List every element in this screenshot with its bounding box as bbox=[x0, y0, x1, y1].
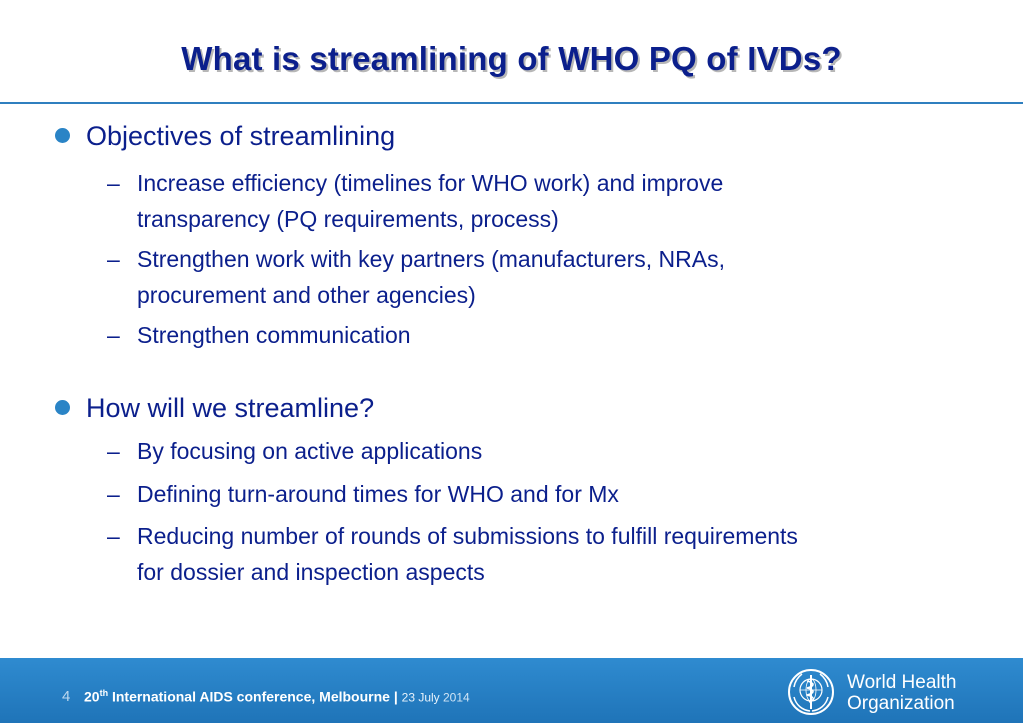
section-heading: How will we streamline? bbox=[86, 393, 375, 423]
section-heading: Objectives of streamlining bbox=[86, 121, 396, 151]
who-emblem-icon bbox=[786, 667, 836, 717]
org-name bbox=[847, 672, 956, 714]
list-item bbox=[137, 241, 997, 313]
list-item bbox=[137, 518, 997, 590]
conference-ordinal-suffix: th bbox=[99, 688, 109, 698]
list-item-line: transparency (PQ requirements, process) bbox=[137, 206, 559, 232]
conference-year: 2014 bbox=[439, 690, 470, 705]
page-number: 4 bbox=[62, 688, 71, 705]
org-name-line2: Organization bbox=[847, 693, 955, 714]
dash-icon: – bbox=[107, 170, 120, 196]
conference-date: 23 July bbox=[401, 690, 440, 705]
bullet-icon bbox=[55, 400, 70, 415]
bullet-icon bbox=[55, 128, 70, 143]
org-name-line1: World Health bbox=[847, 672, 957, 693]
list-item-line: By focusing on active applications bbox=[137, 438, 483, 464]
list-item-line: Strengthen communication bbox=[137, 322, 411, 348]
conference-ordinal: 20 bbox=[84, 688, 100, 705]
dash-icon: – bbox=[107, 481, 120, 507]
list-item bbox=[137, 476, 997, 512]
list-item-line: procurement and other agencies) bbox=[137, 282, 476, 308]
dash-icon: – bbox=[107, 322, 120, 348]
list-item-line: Increase efficiency (timelines for WHO work) and improve bbox=[137, 170, 724, 196]
footer-bar bbox=[0, 658, 1023, 723]
dash-icon: – bbox=[107, 523, 120, 549]
slide-title: What is streamlining of WHO PQ of IVDs? bbox=[181, 40, 842, 77]
list-item-line: Reducing number of rounds of submissions to fulfill requirements bbox=[137, 523, 798, 549]
list-item bbox=[137, 165, 997, 237]
list-item bbox=[137, 433, 997, 469]
list-item bbox=[137, 317, 997, 353]
conference-name: International AIDS conference, Melbourne | bbox=[108, 688, 402, 705]
list-item-line: for dossier and inspection aspects bbox=[137, 559, 485, 585]
list-item-line: Defining turn-around times for WHO and for Mx bbox=[137, 481, 619, 507]
dash-icon: – bbox=[107, 438, 120, 464]
list-item-line: Strengthen work with key partners (manufacturers, NRAs, bbox=[137, 246, 726, 272]
dash-icon: – bbox=[107, 246, 120, 272]
title-divider bbox=[0, 102, 1023, 104]
conference-caption bbox=[84, 688, 470, 705]
